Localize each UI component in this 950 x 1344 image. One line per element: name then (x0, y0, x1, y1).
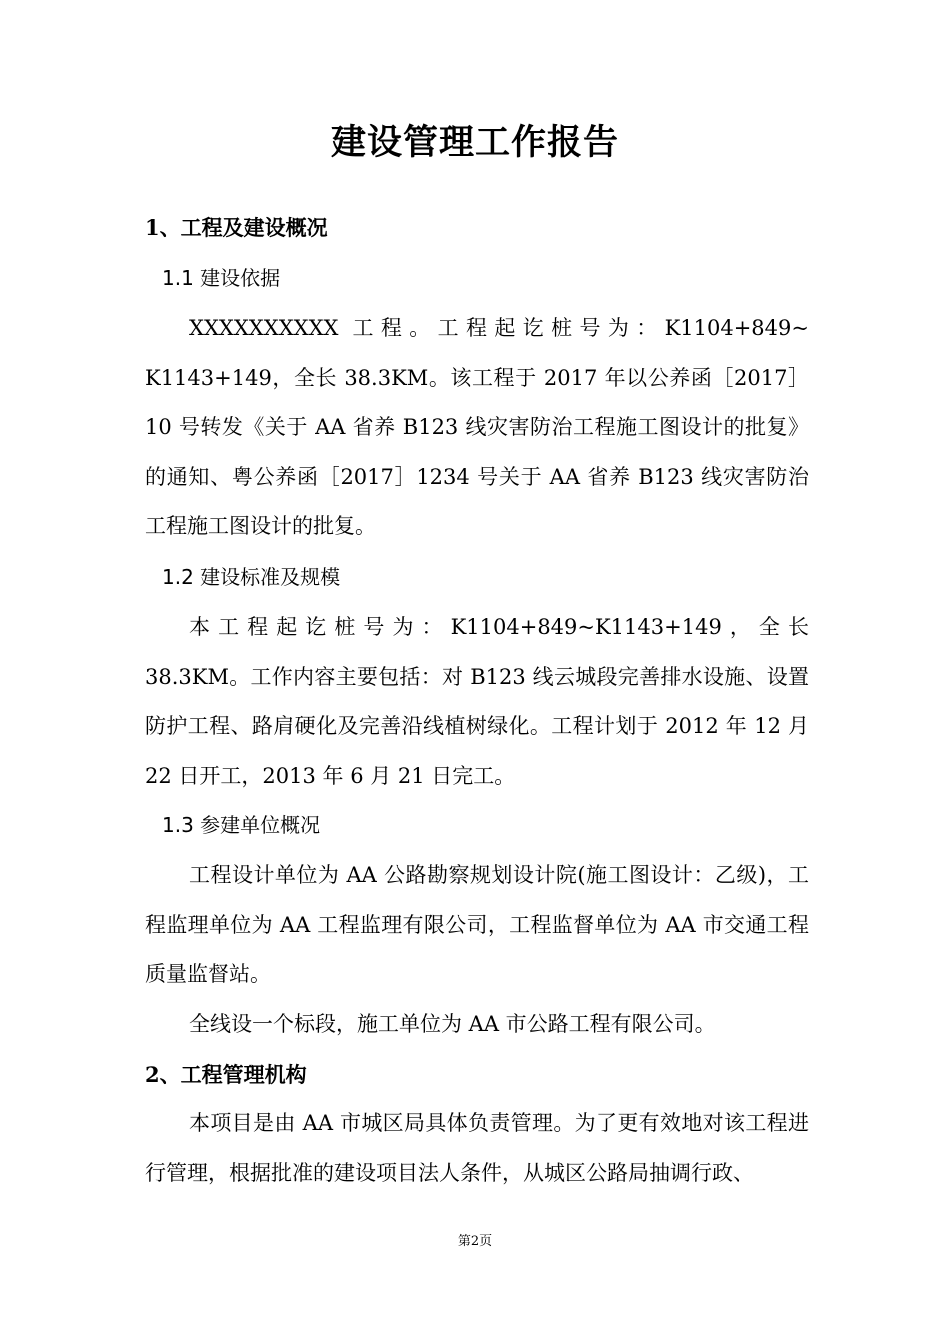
paragraph-management-org: 本项目是由 AA 市城区局具体负责管理。为了更有效地对该工程进行管理，根据批准的建设项目法人条件，从城区公路局抽调行政、 (145, 1111, 809, 1185)
subsection-heading-1-1: 1.1 建设依据 (162, 266, 281, 290)
subsection-heading-1-2: 1.2 建设标准及规模 (162, 565, 341, 589)
paragraph-participating-units: 工程设计单位为 AA 公路勘察规划设计院(施工图设计：乙级)，工程监理单位为 AA 工程监理有限公司，工程监督单位为 AA 市交通工程质量监督站。 (145, 863, 809, 986)
section-heading-1: 1、工程及建设概况 (145, 215, 328, 240)
subsection-heading-1-3: 1.3 参建单位概况 (162, 813, 321, 837)
page-number: 第2页 (457, 1234, 493, 1249)
paragraph-contract-section: 全线设一个标段，施工单位为 AA 市公路工程有限公司。 (189, 1012, 716, 1036)
page-title: 建设管理工作报告 (330, 122, 619, 163)
paragraph-standards-scale: 本工程起讫桩号为：K1104+849~K1143+149，全长 38.3KM。工作内容主要包括：对 B123 线云城段完善排水设施、设置防护工程、路肩硬化及完善沿线植树绿化。工程计划于 2012 年 12 月 22 日开工，2013 年 6 月 21 日完工。 (145, 615, 809, 788)
paragraph-construction-basis: XXXXXXXXXX 工程。工程起讫桩号为：K1104+849~ K1143+149，全长 38.3KM。该工程于 2017 年以公养函［2017］10 号转发《关于 AA 省养 B123 线灾害防治工程施工图设计的批复》的通知、粤公养函［2017］1234 号关于 AA 省养 B123 线灾害防治工程施工图设计的批复。 (145, 316, 809, 538)
section-heading-2: 2、工程管理机构 (145, 1062, 307, 1087)
